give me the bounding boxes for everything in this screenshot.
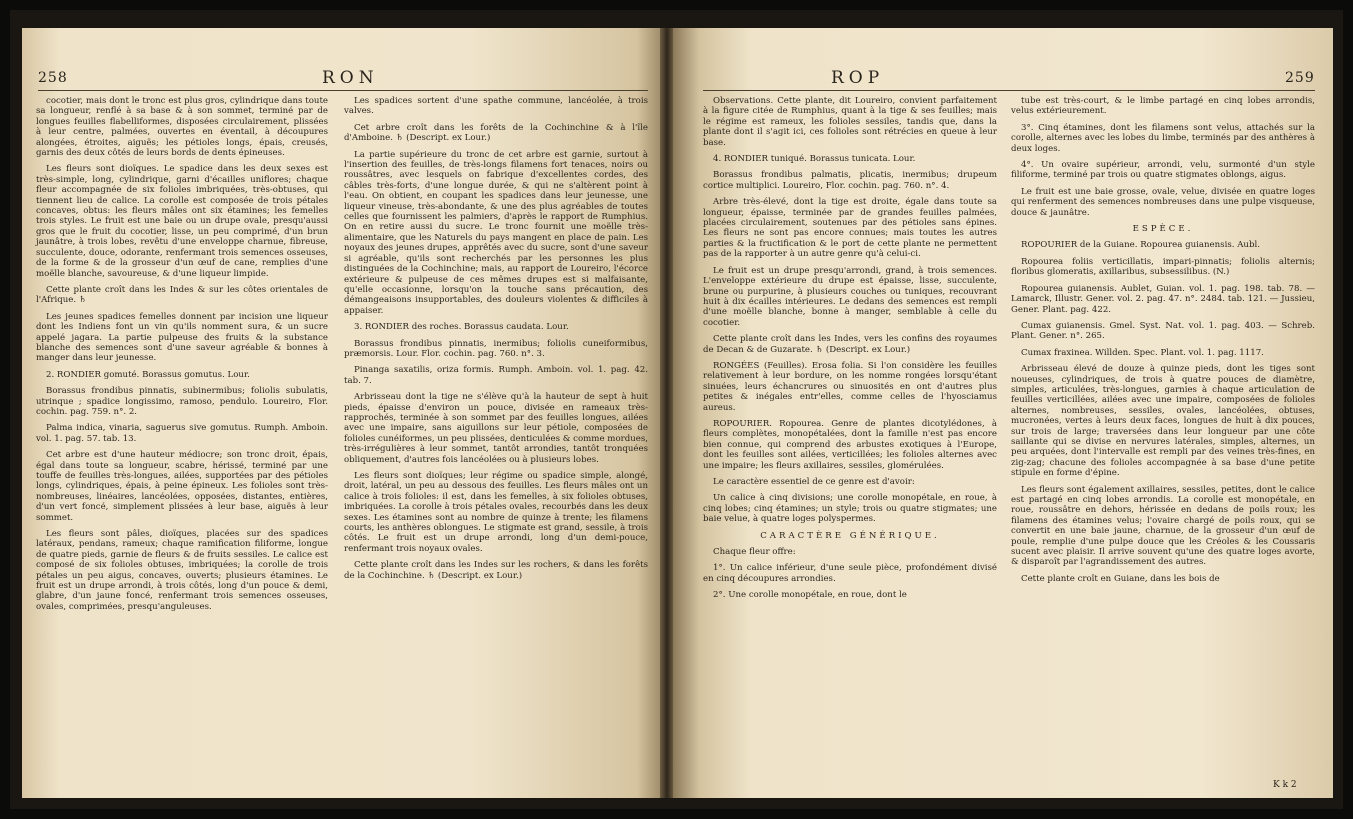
book-spread <box>10 10 1343 809</box>
paragraph: Le fruit est un drupe presqu'arrondi, grand, à trois semences. L'enveloppe extérieure du drupe est épaisse, lisse, succulente, brune ou purpurine, à plusieurs couches ou tuniques, recouvrant huit à dix écailles intérieures. Le dedans des semences est rempli d'une moëlle blanche, bonne à manger, semblable à celle du cocotier. <box>703 265 997 328</box>
paragraph: Borassus frondibus pinnatis, subinermibus; foliolis subulatis, utrinque ; spadice longissimo, ramoso, pendulo. Loureiro, Flor. cochin. pag. 759. n°. 2. <box>36 386 328 417</box>
paragraph: tube est très-court, & le limbe partagé en cinq lobes arrondis, velus extérieurement. <box>1011 96 1315 117</box>
running-head-right: ROP <box>831 68 885 88</box>
paragraph: Cette plante croît en Guiane, dans les bois de <box>1021 573 1220 584</box>
signature-mark: K k 2 <box>1273 780 1297 790</box>
paragraph: ESPÈCE. <box>1132 224 1194 235</box>
paragraph: 1°. Un calice inférieur, d'une seule pièce, profondément divisé en cinq découpures arrondies. <box>703 563 997 584</box>
paragraph: ROPOURIER. Ropourea. Genre de plantes dicotylédones, à fleurs complètes, monopétalées, dont la famille n'est pas encore bien connue, qui comprend des arbustes exotiques à l'Europe, dont les feuilles sont ailées, verticillées; les folioles alternes avec une impaire; les fleurs axillaires, sessiles, glomérulées. <box>703 418 997 471</box>
paragraph: cocotier, mais dont le tronc est plus gros, cylindrique dans toute sa longueur, renflé à sa base & à son sommet, terminé par de longues feuilles flabelliformes, disposées circulairement, plissées à leur centre, palmées, ouvertes en éventail, à découpures alongées, étroites, aiguës; les pétioles longs, épais, creusés, garnis des deux côtés de leurs bords de dents épineuses. <box>36 96 328 159</box>
paragraph: Arbrisseau élevé de douze à quinze pieds, dont les tiges sont noueuses, cylindriques, de trois à quatre pouces de diamètre, simples, articulées, très-longues, garnies à chaque articulation de feuilles verticillées, ailées avec une impaire, composées de folioles alternes, nombreuses, sessiles, ovales, lancéolées, obtuses, mucronées, vertes à leurs deux faces, longues de huit à dix pouces, sur trois de large; traversées dans leur longueur par une côte saillante qui se divise en nervures latérales, simples, alternes, un peu arquées, dont l'intervalle est rempli par des veines très-fines, en zig-zag; chacune des folioles accompagnée à sa base d'une petite stipule en forme d'épine. <box>1011 364 1315 479</box>
paragraph: Palma indica, vinaria, saguerus sive gomutus. Rumph. Amboin. vol. 1. pag. 57. tab. 13. <box>36 423 328 444</box>
paragraph: Le fruit est une baie grosse, ovale, velue, divisée en quatre loges qui renferment des semences nombreuses dans une pulpe visqueuse, douce & jaunâtre. <box>1011 186 1315 218</box>
paragraph: Borassus frondibus palmatis, plicatis, inermibus; drupeum cortice multiplici. Loureiro, Flor. cochin. pag. 760. n°. 4. <box>703 170 997 191</box>
paragraph: Cet arbre est d'une hauteur médiocre; son tronc droit, épais, égal dans toute sa longueur, scabre, hérissé, terminé par une touffe de feuilles très-longues, ailées, supportées par des pétioles longs, cylindriques, épais, à peine épineux. Les folioles sont très-nombreuses, linéaires, lancéolées, opposées, distantes, entières, d'un vert foncé, simplement plissées à leur base, aiguës à leur sommet. <box>36 450 328 523</box>
right-page <box>673 28 1333 798</box>
paragraph: 4°. Un ovaire supérieur, arrondi, velu, surmonté d'un style filiforme, terminé par trois ou quatre stigmates oblongs, aigus. <box>1011 160 1315 181</box>
paragraph: Arbrisseau dont la tige ne s'élève qu'à la hauteur de sept à huit pieds, épaisse d'environ un pouce, divisée en rameaux très-rapprochés, terminée à son sommet par des feuilles longues, ailées avec une impaire, sans aiguillons sur leur pétiole, composées de folioles cunéiformes, un peu plissées, denticulées & comme mordues, très-irrégulières à leur sommet, tantôt arrondies, tantôt tronquées obliquement, d'autres fois lancéolées ou à plusieurs lobes. <box>344 392 648 465</box>
page-number-right: 259 <box>1285 70 1315 86</box>
right-column-2 <box>1011 96 1315 590</box>
paragraph: Cette plante croît dans les Indes, vers les confins des royaumes de Decan & de Guzarate. ♄ (Descript. ex Lour.) <box>703 334 997 355</box>
paragraph: 3°. Cinq étamines, dont les filamens sont velus, attachés sur la corolle, alternes avec les lobes du limbe, terminés par des anthères à deux loges. <box>1011 122 1315 154</box>
paragraph: Ropourea guianensis. Aublet, Guian. vol. 1. pag. 198. tab. 78. — Lamarck, Illustr. Gener. vol. 2. pag. 47. n°. 2484. tab. 121. — Jussieu, Gener. Plant. pag. 422. <box>1011 283 1315 315</box>
paragraph: Les jeunes spadices femelles donnent par incision une liqueur dont les Indiens font un vin qu'ils nomment sura, & un sucre appelé jagara. La partie pulpeuse des fruits & la substance blanche des semences sont d'une saveur agréable & bonnes à manger dans leur jeunesse. <box>36 311 328 364</box>
left-page <box>22 28 662 798</box>
paragraph: Les fleurs sont également axillaires, sessiles, petites, dont le calice est partagé en cinq lobes arrondis. La corolle est monopétale, en roue, roussâtre en dehors, hérissée en dedans de poils roux; les filamens des étamines velus; l'ovaire chargé de poils roux, qui se convertit en une baie jaune, charnue, de la grosseur d'un œuf de poule, remplie d'une pulpe douce que les Créoles & les Coussaris sucent avec plaisir. Il arrive souvent qu'une des quatre loges avorte, & disparoît par l'agrandissement des autres. <box>1011 484 1315 568</box>
paragraph: ROPOURIER de la Guiane. Ropourea guianensis. Aubl. <box>1021 240 1260 251</box>
paragraph: Les spadices sortent d'une spathe commune, lancéolée, à trois valves. <box>344 96 648 117</box>
left-column-2 <box>344 96 648 587</box>
paragraph: Les fleurs sont dioïques; leur régime ou spadice simple, alongé, droit, latéral, un peu au dessous des feuilles. Les fleurs mâles ont un calice à trois folioles: il est, dans les femelles, à six folioles obtuses, imbriquées. La corolle à trois pétales ovales, recourbés dans les deux sexes. Les étamines sont au nombre de quinze à trente; les filamens courts, les anthères oblongues. Le stigmate est grand, sessile, à trois côtés. Le fruit est un drupe arrondi, long d'un demi-pouce, renfermant trois noyaux ovales. <box>344 471 648 554</box>
paragraph: 3. RONDIER des roches. Borassus caudata. Lour. <box>354 322 569 333</box>
paragraph: CARACTÈRE GÉNÉRIQUE. <box>760 530 940 541</box>
head-rule-right <box>703 90 1315 91</box>
paragraph: Observations. Cette plante, dit Loureiro, convient parfaitement à la figure citée de Rumphius, quant à la tige & ses feuilles; mais le régime est rameux, les folioles sessiles, tandis que, dans la plante dont il s'agit ici, ces folioles sont rétrécies en queue à leur base. <box>703 96 997 148</box>
paragraph: Pinanga saxatilis, oriza formis. Rumph. Amboin. vol. 1. pag. 42. tab. 7. <box>344 365 648 386</box>
paragraph: Le caractère essentiel de ce genre est d'avoir: <box>713 477 915 487</box>
paragraph: 2. RONDIER gomuté. Borassus gomutus. Lour. <box>46 369 250 380</box>
paragraph: 4. RONDIER tuniqué. Borassus tunicata. Lour. <box>713 154 916 165</box>
running-head-left: RON <box>322 68 379 88</box>
page-number-left: 258 <box>38 70 68 86</box>
paragraph: Cumax guianensis. Gmel. Syst. Nat. vol. 1. pag. 403. — Schreb. Plant. Gener. n°. 265. <box>1011 320 1315 342</box>
paragraph: Borassus frondibus pinnatis, inermibus; foliolis cuneiformibus, præmorsis. Lour. Flor. cochin. pag. 760. n°. 3. <box>344 338 648 359</box>
head-rule-left <box>38 90 648 91</box>
right-column-1 <box>703 96 997 607</box>
paragraph: Un calice à cinq divisions; une corolle monopétale, en roue, à cinq lobes; cinq étamines; un style; trois ou quatre stigmates; une baie velue, à quatre loges polyspermes. <box>703 493 997 525</box>
paragraph: Les fleurs sont pâles, dioïques, placées sur des spadices latéraux, pendans, rameux; chaque ramification filiforme, longue de quatre pieds, garnie de fleurs & de fruits sessiles. Le calice est composé de six folioles obtuses, imbriquées; la corolle de trois pétales un peu aigus, concaves, ouverts; plusieurs étamines. Le fruit est un drupe arrondi, à trois côtés, long d'un pouce & demi, glabre, d'un jaune foncé, renfermant trois semences osseuses, ovales, comprimées, presqu'anguleuses. <box>36 529 328 612</box>
paragraph: 2°. Une corolle monopétale, en roue, dont le <box>713 590 907 601</box>
paragraph: RONGÉES (Feuilles). Erosa folia. Si l'on considère les feuilles relativement à leur bordure, on les nomme rongées lorsqu'étant sinuées, leurs échancrures ou sinuosités en ont d'autres plus petites & inégales entr'elles, comme celles de l'hyosciamus aureus. <box>703 360 997 413</box>
paragraph: La partie supérieure du tronc de cet arbre est garnie, surtout à l'insertion des feuilles, de très-longs filamens fort tenaces, noirs ou roussâtres, avec lesquels on fabrique d'excellentes cordes, des câbles très-forts, d'une longue durée, & qui ne s'altèrent point à l'eau. On obtient, en coupant les spadices dans leur jeunesse, une liqueur vineuse, très-abondante, & une des plus agréables de toutes celles que fournissent les palmiers, d'après le rapport de Rumphius. On en retire aussi du sucre. Le tronc fournit une moëlle très-alimentaire, que les Naturels du pays mangent en place de pain. Les noyaux des jeunes drupes, apprêtés avec du sucre, sont d'une saveur si agréable, qu'ils sont recherchés par les personnes les plus distinguées de la Cochinchine; mais, au rapport de Loureiro, l'écorce extérieure & pulpeuse de ces mêmes drupes est si malfaisante, qu'elle occasionne, lorsqu'on la touche sans précaution, des démangeaisons insupportables, des douleurs violentes & difficiles à appaiser. <box>344 149 648 316</box>
paragraph: Arbre très-élevé, dont la tige est droite, égale dans toute sa longueur, épaisse, terminée par de grandes feuilles palmées, placées circulairement, soutenues par des pétioles sans épines. Les fleurs ne sont pas encore connues; mais toutes les autres parties & la fructification & le port de cette plante ne permettent pas de la rapporter à un autre genre qu'à celui-ci. <box>703 197 997 260</box>
paragraph: Cet arbre croît dans les forêts de la Cochinchine & à l'île d'Amboine. ♄ (Descript. ex Lour.) <box>344 122 648 144</box>
left-column-1 <box>36 96 328 618</box>
paragraph: Cette plante croît dans les Indes sur les rochers, & dans les forêts de la Cochinchine. ♄ (Descript. ex Lour.) <box>344 560 648 581</box>
paragraph: Cumax fraxinea. Willden. Spec. Plant. vol. 1. pag. 1117. <box>1021 347 1264 358</box>
paragraph: Les fleurs sont dioïques. Le spadice dans les deux sexes est très-simple, long, cylindrique, garni d'écailles uniflores; chaque fleur accompagnée de six folioles imbriquées, très-obtuses, qui tiennent lieu de calice. La corolle est composée de trois pétales concaves, obtus: les fleurs mâles ont six étamines; les femelles trois styles. Le fruit est une baie ou un drupe ovale, presqu'aussi gros que le fruit du cocotier, lisse, un peu comprimé, d'un brun jaunâtre, à trois lobes, revêtu d'une enveloppe charnue, fibreuse, succulente, douce, odorante, renfermant trois semences osseuses, de la forme & de la grosseur d'un œuf de cane, remplies d'une moëlle blanche, savoureuse, & d'une liqueur limpide. <box>36 164 328 279</box>
paragraph: Chaque fleur offre: <box>713 547 796 558</box>
paragraph: Ropourea foliis verticillatis, impari-pinnatis; foliolis alternis; floribus glomeratis, axillaribus, subsessilibus. (N.) <box>1011 256 1315 278</box>
book-gutter <box>660 28 674 798</box>
paragraph: Cette plante croît dans les Indes & sur les côtes orientales de l'Afrique. ♄ <box>36 284 328 306</box>
